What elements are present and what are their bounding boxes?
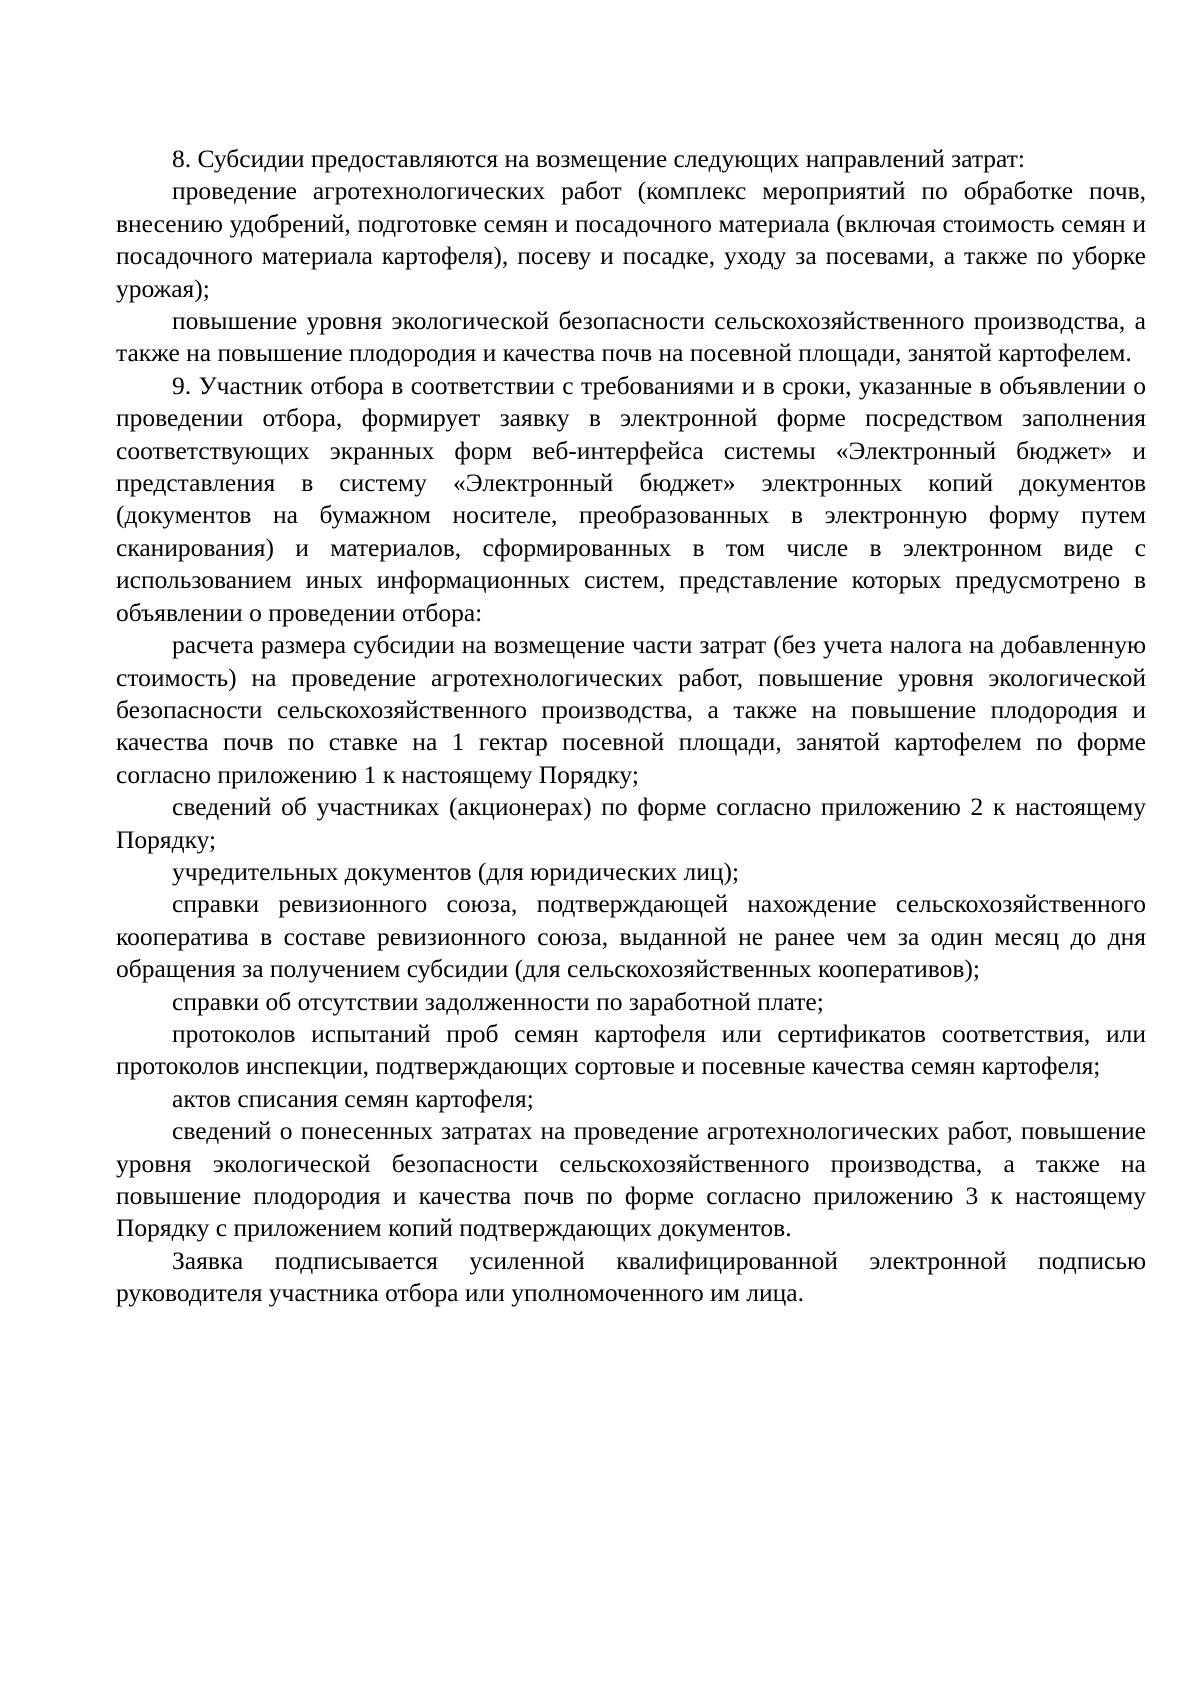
paragraph-audit-union-certificate: справки ревизионного союза, подтверждающей нахождение сельскохозяйственного кооператива в составе ревизионного союза, выданной не ранее чем за один месяц до дня обращения за получением субсидии (для сельскохозяйственных кооперативов); bbox=[116, 889, 1146, 984]
document-page bbox=[116, 143, 1146, 1310]
paragraph-ecological-safety: повышение уровня экологической безопасности сельскохозяйственного производства, а также на повышение плодородия и качества почв на посевной площади, занятой картофелем. bbox=[116, 306, 1146, 368]
paragraph-item-9: 9. Участник отбора в соответствии с требованиями и в сроки, указанные в объявлении о проведении отбора, формирует заявку в электронной форме посредством заполнения соответствующих экранных форм веб-интерфейса системы «Электронный бюджет» и представления в систему «Электронный бюджет» электронных копий документов (документов на бумажном носителе, преобразованных в электронную форму путем сканирования) и материалов, сформированных в том числе в электронном виде с использованием иных информационных систем, представление которых предусмотрено в объявлении о проведении отбора: bbox=[116, 370, 1146, 627]
paragraph-seed-writeoff-acts: актов списания семян картофеля; bbox=[172, 1083, 534, 1113]
paragraph-agrotech-works: проведение агротехнологических работ (комплекс мероприятий по обработке почв, внесению удобрений, подготовке семян и посадочного материала (включая стоимость семян и посадочного материала картофеля), посеву и посадке, уходу за посевами, а также по уборке урожая); bbox=[116, 176, 1146, 303]
paragraph-incurred-costs: сведений о понесенных затратах на проведение агротехнологических работ, повышение уровня экологической безопасности сельскохозяйственного производства, а также на повышение плодородия и качества почв по форме согласно приложению 3 к настоящему Порядку с приложением копий подтверждающих документов. bbox=[116, 1116, 1146, 1243]
paragraph-founding-documents: учредительных документов (для юридических лиц); bbox=[172, 856, 740, 886]
paragraph-shareholders-info: сведений об участниках (акционерах) по форме согласно приложению 2 к настоящему Порядку; bbox=[116, 792, 1146, 854]
paragraph-item-8: 8. Субсидии предоставляются на возмещение следующих направлений затрат: bbox=[172, 144, 1025, 173]
paragraph-subsidy-calculation: расчета размера субсидии на возмещение части затрат (без учета налога на добавленную стоимость) на проведение агротехнологических работ, повышение уровня экологической безопасности сельскохозяйственного производства, а также на повышение плодородия и качества почв по ставке на 1 гектар посевной площади, занятой картофелем по форме согласно приложению 1 к настоящему Порядку; bbox=[116, 630, 1146, 789]
paragraph-no-wage-debt: справки об отсутствии задолженности по заработной плате; bbox=[172, 986, 824, 1016]
paragraph-signature-requirement: Заявка подписывается усиленной квалифицированной электронной подписью руководителя участника отбора или уполномоченного им лица. bbox=[116, 1245, 1146, 1308]
paragraph-seed-test-protocols: протоколов испытаний проб семян картофеля или сертификатов соответствия, или протоколов инспекции, подтверждающих сортовые и посевные качества семян картофеля; bbox=[116, 1018, 1146, 1081]
